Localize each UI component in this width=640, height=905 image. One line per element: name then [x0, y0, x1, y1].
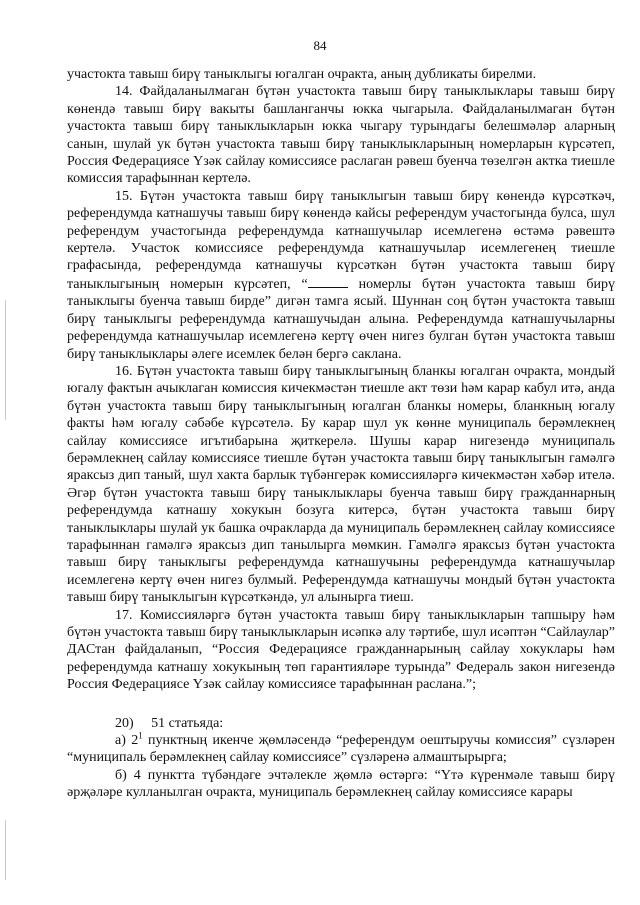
paragraph-17: 17. Комиссияләргә бүтән участокта тавыш бирү таныклыкларын тапшыру һәм бүтән участокта тавыш бирү таныклыкларын исәпкә алу тәртибе, шул исәптән “Сайлаулар” ДАСтан файдаланып, “Россия Федерациясе гражданнарының сайлау хокуклары һәм референдумда катнашу хокукының төп гарантияләре турында” Федераль закон нигезендә Россия Федерациясе Үзәк сайлау комиссиясе тарафыннан раслана.”; [67, 607, 615, 693]
paragraph-15-part-2: номерлы бүтән участокта тавыш бирү таныклыгы буенча тавыш бирде” дигән тамга ясый. Шуннан соң бүтән участокта тавыш бирү таныклыгы референдумда катнашучыдан алына. Референдумда катнашучыларны референдумда катнашучылар исемлегенә кертү өчен нигез булган бүтән участокта тавыш бирү таныклыклары әлеге исемлек белән бергә саклана. [67, 276, 615, 362]
paragraph-16: 16. Бүтән участокта тавыш бирү таныклыгының бланкы югалган очракта, мондый югалу фактын ачыклаган комиссия кичекмәстән тиешле акт төзи һәм карар кабул итә, анда бүтән участокта тавыш бирү таныклыгының югалган бланкы номеры, бланкның югалу факты һәм югалу сәбәбе күрсәтелә. Бу карар шул ук көнне муниципаль берәмлекнең сайлау комиссиясе игътибарына җиткерелә. Шушы карар нигезендә муниципаль берәмлекнең сайлау комиссиясе тиешле бүтән участокта тавыш бирү таныклыгын гамәлгә яраксыз дип таный, шул хакта барлык түбәнгерәк комиссияләргә кичекмәстән хәбәр ителә. Әгәр бүтән участокта тавыш бирү таныклыклары буенча тавыш бирү гражданнарның референдумда катнашу хокукын бозуга китерсә, бүтән участокта тавыш бирү таныклыклары шулай ук башка очракларда да муниципаль берәмлекнең сайлау комиссиясе тарафыннан гамәлгә яраксыз дип танылырга мөмкин. Гамәлгә яраксыз бүтән участокта тавыш бирү таныклыгы референдумда катнашучыны референдумда катнашучылар исемлегенә кертү өчен нигез булмый. Референдумда катнашучы мондый бүтән участокта тавыш бирү таныклыгын күрсәткәндә, ул алынырга тиеш. [67, 363, 615, 606]
scan-edge-mark [5, 820, 6, 880]
paragraph-continuation: участокта тавыш бирү таныклыгы югалган очракта, аның дубликаты бирелми. [67, 67, 537, 82]
page-number: 84 [313, 38, 327, 53]
paragraph-15 [67, 188, 615, 363]
list-item-20: 20) 51 статьяда: [115, 715, 224, 731]
superscript-index: 1 [138, 730, 143, 741]
item-a-text: пунктның икенче җөмләсендә “референдум оештыручы комиссия” сүзләрен “муниципаль берәмлекнең сайлау комиссиясе” сүзләренә алмаштырырга; [67, 733, 615, 766]
list-item-b: б) 4 пунктта түбәндәге эчтәлекле җөмлә өстәргә: “Үтә күренмәле тавыш бирү әрҗәләре кулланылган очракта, муниципаль берәмлекнең сайлау комиссиясе карары [67, 767, 615, 801]
paragraph-15-part-1: 15. Бүтән участокта тавыш бирү таныклыгын тавыш бирү көнендә күрсәткәч, референдумда катнашучы тавыш бирү көнендә кайсы референдум участогында булса, шул референдум участогында референдумда катнашучылар исемлегенә өстәмә рәвештә кертелә. Участок комиссиясе референдумда катнашучылар исемлегенең тиешле графасында, референдумда катнашучы күрсәткән бүтән участокта тавыш бирү таныклыгының номерын күрсәтеп, “ [67, 188, 615, 292]
scan-edge-mark [5, 300, 6, 420]
paragraph-14: 14. Файдаланылмаган бүтән участокта тавыш бирү таныклыклары тавыш бирү көнендә тавыш бирү вакыты башланганчы юкка чыгарыла. Файдаланылмаган бүтән участокта тавыш бирү таныклыкларын юкка чыгару турындагы белешмәләр аларның санын, шулай ук бүтән участокта тавыш бирү таныклыкларының номерларын күрсәтеп, Россия Федерациясе Үзәк сайлау комиссиясе раслаган рәвеш буенча төзелгән актка тиешле комиссия тарафыннан кертелә. [67, 84, 615, 187]
document-body [67, 66, 615, 802]
list-item-a [67, 732, 615, 767]
item-a-prefix: а) 2 [115, 733, 139, 749]
blank-number-field [308, 275, 348, 288]
